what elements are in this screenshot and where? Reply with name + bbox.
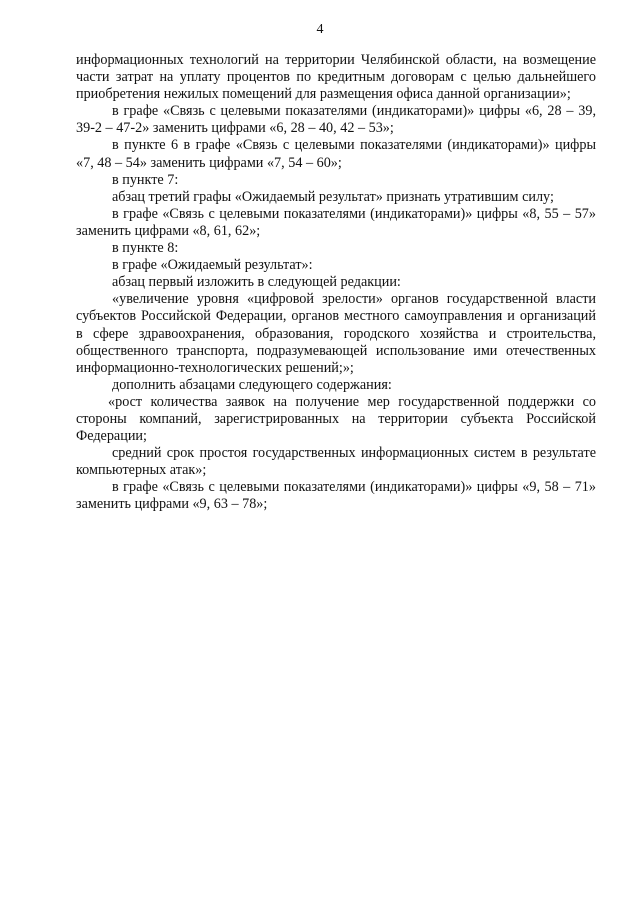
paragraph-4: в пункте 7: (112, 171, 179, 188)
paragraph-7: в пункте 8: (112, 240, 179, 257)
paragraph-10: «увеличение уровня «цифровой зрелости» органов государственной власти субъектов Российской Федерации, органов местного самоуправления и организаций в сфере здравоохранения, образования, городского хозяйства и строительства, общественного транспорта, подразумевающей использование ими отечественных информационно-технологических решений;»; (76, 291, 596, 376)
page-number: 4 (316, 22, 324, 37)
document-body (76, 52, 596, 514)
paragraph-11: дополнить абзацами следующего содержания: (112, 376, 392, 393)
paragraph-5: абзац третий графы «Ожидаемый результат» признать утратившим силу; (112, 188, 554, 205)
paragraph-3: в пункте 6 в графе «Связь с целевыми показателями (индикаторами)» цифры «7, 48 – 54» заменить цифрами «7, 54 – 60»; (76, 137, 596, 171)
paragraph-2: в графе «Связь с целевыми показателями (индикаторами)» цифры «6, 28 – 39, 39-2 – 47-2» заменить цифрами «6, 28 – 40, 42 – 53»; (76, 103, 596, 137)
paragraph-9: абзац первый изложить в следующей редакции: (112, 274, 401, 291)
paragraph-14: в графе «Связь с целевыми показателями (индикаторами)» цифры «9, 58 – 71» заменить цифрами «9, 63 – 78»; (76, 479, 596, 513)
paragraph-8: в графе «Ожидаемый результат»: (112, 257, 313, 274)
paragraph-12: «рост количества заявок на получение мер государственной поддержки со стороны компаний, зарегистрированных на территории субъекта Российской Федерации; (76, 393, 596, 445)
paragraph-6: в графе «Связь с целевыми показателями (индикаторами)» цифры «8, 55 – 57» заменить цифрами «8, 61, 62»; (76, 205, 596, 239)
paragraph-13: средний срок простоя государственных информационных систем в результате компьютерных атак»; (76, 445, 596, 479)
paragraph-1: информационных технологий на территории Челябинской области, на возмещение части затрат на уплату процентов по кредитным договорам с целью дальнейшего приобретения нежилых помещений для размещения офиса данной организации»; (76, 52, 596, 103)
